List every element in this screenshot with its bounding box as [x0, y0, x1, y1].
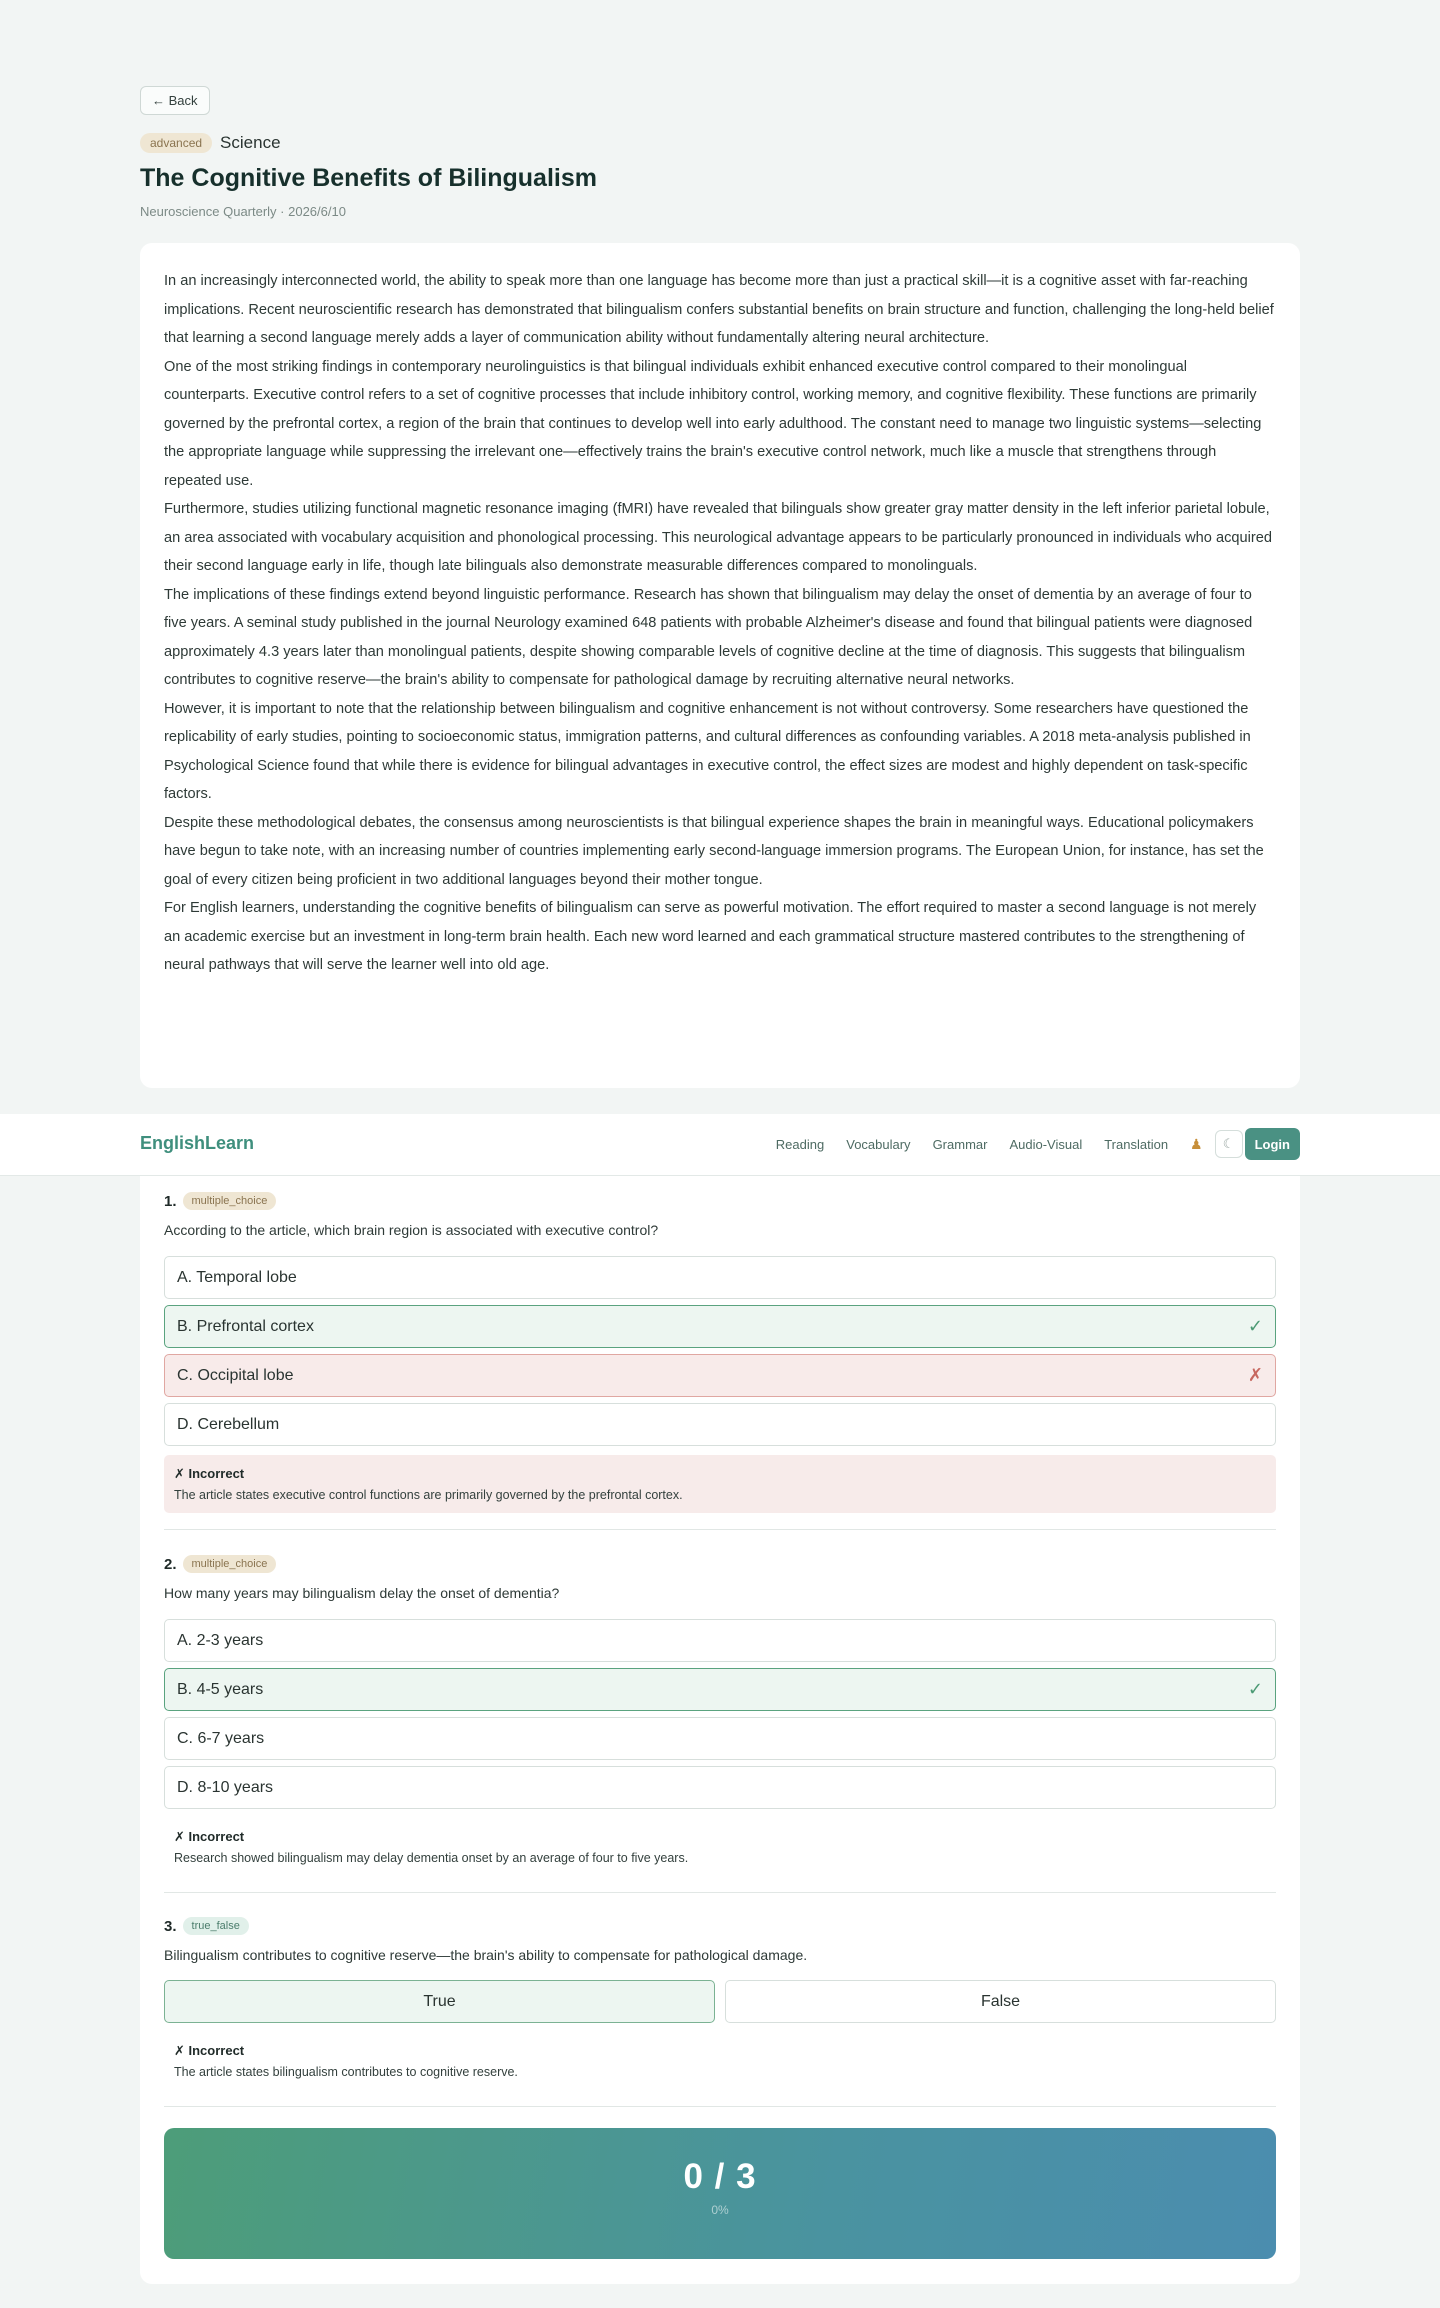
moon-icon[interactable]: ☾ — [1215, 1130, 1243, 1158]
option-label: D. Cerebellum — [177, 1415, 280, 1433]
question-type-badge: multiple_choice — [183, 1555, 277, 1573]
article-tags — [140, 133, 281, 153]
divider — [164, 2106, 1276, 2107]
feedback-title: ✗ Incorrect — [174, 1466, 245, 1481]
question-text: How many years may bilingualism delay the onset of dementia? — [164, 1585, 560, 1601]
score-panel — [164, 2128, 1276, 2259]
feedback-title: ✗ Incorrect — [174, 1829, 245, 1844]
question-2 — [164, 1553, 1276, 1893]
option-a[interactable] — [164, 1619, 1276, 1662]
question-1 — [164, 1190, 1276, 1530]
divider — [164, 1529, 1276, 1530]
nav-link-reading[interactable]: Reading — [775, 1136, 825, 1152]
feedback-box — [164, 1818, 1276, 1876]
article-paragraph: However, it is important to note that the relationship between bilingualism and cognitive enhancement is not without controversy. Some researchers have questioned the replicability of early studies, pointing to socioeconomic status, immigration patterns, and cultural differences as confounding variables. A 2018 meta-analysis published in Psychological Science found that while there is evidence for bilingual advantages in executive control, the effect sizes are modest and highly dependent on task-specific factors. — [164, 700, 1251, 802]
article-paragraph: One of the most striking findings in contemporary neurolinguistics is that bilingual individuals exhibit enhanced executive control compared to their monolingual counterparts. Executive control refers to a set of cognitive processes that include inhibitory control, working memory, and cognitive flexibility. These functions are primarily governed by the prefrontal cortex, a region of the brain that continues to develop well into early adulthood. The constant need to manage two linguistic systems—selecting the appropriate language while suppressing the irrelevant one—effectively trains the brain's executive control network, much like a muscle that strengthens through repeated use. — [164, 358, 1262, 489]
login-button[interactable]: Login — [1245, 1128, 1300, 1160]
article-paragraph: Despite these methodological debates, the consensus among neuroscientists is that bilingual experience shapes the brain in meaningful ways. Educational policymakers have begun to take note, with an increasing number of countries implementing early second-language immersion programs. The European Union, for instance, has set the goal of every citizen being proficient in two additional languages beyond their mother tongue. — [164, 814, 1264, 888]
article-title: The Cognitive Benefits of Bilingualism — [140, 164, 597, 192]
question-number: 1. — [164, 1192, 177, 1210]
question-text: According to the article, which brain region is associated with executive control? — [164, 1222, 659, 1238]
article-meta: Neuroscience Quarterly · 2026/6/10 — [140, 204, 346, 219]
article-paragraph: The implications of these findings extend beyond linguistic performance. Research has shown that bilingualism may delay the onset of dementia by an average of four to five years. A seminal study published in the journal Neurology examined 648 patients with probable Alzheimer's disease and found that bilingual patients were diagnosed approximately 4.3 years later than monolingual patients, despite showing comparable levels of cognitive decline at the time of diagnosis. This suggests that bilingualism contributes to cognitive reserve—the brain's ability to compensate for pathological damage by recruiting alternative neural networks. — [164, 586, 1253, 688]
option-label: C. 6-7 years — [177, 1729, 265, 1747]
divider — [164, 1892, 1276, 1893]
option-label: D. 8-10 years — [177, 1778, 274, 1796]
nav-link-translation[interactable]: Translation — [1104, 1136, 1169, 1152]
option-label: A. Temporal lobe — [177, 1268, 297, 1286]
score-value: 0 / 3 — [683, 2156, 757, 2196]
question-type-badge: multiple_choice — [183, 1192, 277, 1210]
true-false-options — [164, 1980, 1276, 2023]
cross-icon: ✗ — [1247, 1365, 1263, 1385]
back-button[interactable]: ← Back — [140, 86, 210, 115]
option-c[interactable] — [164, 1354, 1276, 1397]
article-paragraph: In an increasingly interconnected world, the ability to speak more than one language has become more than just a practical skill—it is a cognitive asset with far-reaching implications. Recent neuroscientific research has demonstrated that bilingualism confers substantial benefits on brain structure and function, challenging the long-held belief that learning a second language merely adds a layer of communication ability without fundamentally altering neural architecture. — [164, 273, 1274, 346]
quiz-card — [140, 1176, 1300, 2284]
feedback-title: ✗ Incorrect — [174, 2043, 245, 2058]
feedback-text: Research showed bilingualism may delay dementia onset by an average of four to five years. — [174, 1851, 689, 1865]
question-type-badge: true_false — [183, 1917, 249, 1935]
question-text: Bilingualism contributes to cognitive reserve—the brain's ability to compensate for pathological damage. — [164, 1947, 808, 1963]
nav-link-vocabulary[interactable]: Vocabulary — [846, 1136, 911, 1152]
feedback-box — [164, 2032, 1276, 2090]
question-3 — [164, 1915, 1276, 2107]
option-d[interactable] — [164, 1766, 1276, 1809]
false-button[interactable]: False — [725, 1980, 1276, 2023]
nav-links — [776, 1128, 1300, 1160]
score-percentage: 0% — [711, 2202, 729, 2217]
check-icon: ✓ — [1247, 1316, 1263, 1336]
article-body — [140, 243, 1300, 1088]
nav-link-audio-visual[interactable]: Audio-Visual — [1009, 1136, 1083, 1152]
level-badge: advanced — [140, 133, 212, 153]
brand-logo[interactable]: EnglishLearn — [140, 1133, 255, 1153]
question-number: 3. — [164, 1917, 177, 1935]
option-label: B. 4-5 years — [177, 1680, 264, 1698]
check-icon: ✓ — [1247, 1679, 1263, 1699]
option-label: C. Occipital lobe — [177, 1366, 294, 1384]
feedback-box — [164, 1455, 1276, 1513]
option-a[interactable] — [164, 1256, 1276, 1299]
feedback-text: The article states executive control functions are primarily governed by the prefrontal cortex. — [174, 1488, 683, 1502]
option-label: A. 2-3 years — [177, 1631, 264, 1649]
option-d[interactable] — [164, 1403, 1276, 1446]
user-icon[interactable]: ♟ — [1190, 1135, 1203, 1152]
option-c[interactable] — [164, 1717, 1276, 1760]
question-number: 2. — [164, 1555, 177, 1573]
top-navbar — [0, 1114, 1440, 1176]
true-button[interactable]: True — [164, 1980, 715, 2023]
feedback-text: The article states bilingualism contributes to cognitive reserve. — [174, 2065, 518, 2079]
nav-link-grammar[interactable]: Grammar — [932, 1136, 988, 1152]
article-paragraph: For English learners, understanding the cognitive benefits of bilingualism can serve as powerful motivation. The effort required to master a second language is not merely an academic exercise but an investment in long-term brain health. Each new word learned and each grammatical structure mastered contributes to the strengthening of neural pathways that will serve the learner well into old age. — [164, 900, 1257, 973]
option-label: B. Prefrontal cortex — [177, 1317, 314, 1335]
category-label: Science — [220, 133, 281, 152]
option-b[interactable] — [164, 1668, 1276, 1711]
article-paragraph: Furthermore, studies utilizing functional magnetic resonance imaging (fMRI) have revealed that bilinguals show greater gray matter density in the left inferior parietal lobule, an area associated with vocabulary acquisition and phonological processing. This neurological advantage appears to be particularly pronounced in individuals who acquired their second language early in life, though late bilinguals also demonstrate measurable differences compared to monolinguals. — [164, 501, 1272, 574]
option-b[interactable] — [164, 1305, 1276, 1348]
